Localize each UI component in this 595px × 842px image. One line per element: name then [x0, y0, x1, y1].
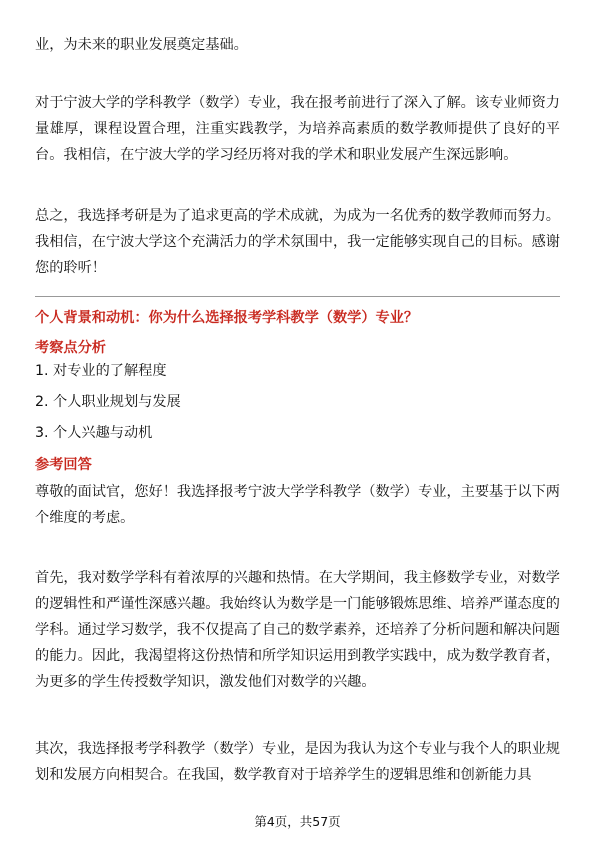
answer-paragraph-career: 其次，我选择报考学科教学（数学）专业，是因为我认为这个专业与我个人的职业规划和发展方向相契合。在我国，数学教育对于培养学生的逻辑思维和创新能力具 — [35, 741, 560, 783]
answer-paragraph-greeting: 尊敬的面试官，您好！我选择报考宁波大学学科教学（数学）专业，主要基于以下两个维度的考虑。 — [35, 484, 560, 526]
page-number: 第4页，共57页 — [254, 814, 341, 829]
question-heading: 个人背景和动机：你为什么选择报考学科教学（数学）专业？ — [35, 310, 419, 326]
answer-paragraph-interest: 首先，我对数学学科有着浓厚的兴趣和热情。在大学期间，我主修数学专业，对数学的逻辑性和严谨性深感兴趣。我始终认为数学是一门能够锻炼思维、培养严谨态度的学科。通过学习数学，我不仅提高了自己的数学素养，还培养了分析问题和解决问题的能力。因此，我渴望将这份热情和所学知识运用到教学实践中，成为数学教育者，为更多的学生传授数学知识，激发他们对数学的兴趣。 — [35, 570, 560, 690]
section-divider — [35, 296, 560, 297]
intro-line: 业，为未来的职业发展奠定基础。 — [35, 37, 248, 53]
answer-title: 参考回答 — [35, 457, 92, 473]
list-item: 3. 个人兴趣与动机 — [35, 425, 153, 441]
paragraph-major-understanding: 对于宁波大学的学科教学（数学）专业，我在报考前进行了深入了解。该专业师资力量雄厚，课程设置合理，注重实践教学，为培养高素质的数学教师提供了良好的平台。我相信，在宁波大学的学习经历将对我的学术和职业发展产生深远影响。 — [35, 95, 560, 163]
analysis-title: 考察点分析 — [35, 340, 106, 356]
list-item: 1. 对专业的了解程度 — [35, 363, 167, 379]
list-item: 2. 个人职业规划与发展 — [35, 394, 181, 410]
analysis-list — [35, 361, 181, 454]
paragraph-conclusion: 总之，我选择考研是为了追求更高的学术成就，为成为一名优秀的数学教师而努力。我相信，在宁波大学这个充满活力的学术氛围中，我一定能够实现自己的目标。感谢您的聆听！ — [35, 208, 560, 276]
